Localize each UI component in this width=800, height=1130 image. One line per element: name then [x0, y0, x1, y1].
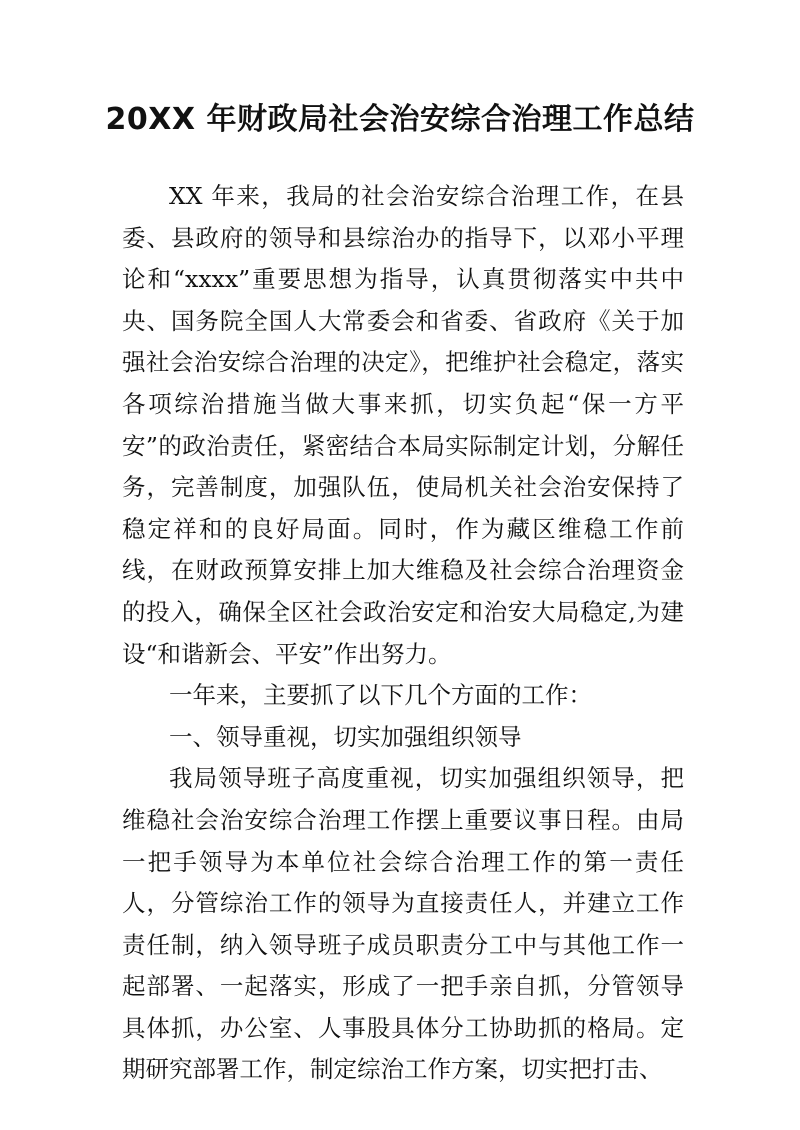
document-title: 20XX 年财政局社会治安综合治理工作总结: [105, 102, 695, 137]
document-body: [122, 176, 684, 1091]
paragraph-intro: XX 年来，我局的社会治安综合治理工作，在县委、县政府的领导和县综治办的指导下，以邓小平理论和“xxxx”重要思想为指导，认真贯彻落实中共中央、国务院全国人大常委会和省委、省政府《关于加强社会治安综合治理的决定》，把维护社会稳定，落实各项综治措施当做大事来抓，切实负起“保一方平安”的政治责任，紧密结合本局实际制定计划，分解任务，完善制度，加强队伍，使局机关社会治安保持了稳定祥和的良好局面。同时，作为藏区维稳工作前线，在财政预算安排上加大维稳及社会综合治理资金的投入，确保全区社会政治安定和治安大局稳定,为建设“和谐新会、平安”作出努力。: [122, 182, 684, 668]
paragraph-overview: 一年来，主要抓了以下几个方面的工作：: [169, 681, 592, 710]
paragraph-section-1: 我局领导班子高度重视，切实加强组织领导，把维稳社会治安综合治理工作摆上重要议事日程。由局一把手领导为本单位社会综合治理工作的第一责任人，分管综治工作的领导为直接责任人，并建立工作责任制，纳入领导班子成员职责分工中与其他工作一起部署、一起落实，形成了一把手亲自抓，分管领导具体抓，办公室、人事股具体分工协助抓的格局。定期研究部署工作，制定综治工作方案，切实把打击、: [122, 764, 684, 1084]
section-heading-1: 一、领导重视，切实加强组织领导: [169, 722, 522, 751]
